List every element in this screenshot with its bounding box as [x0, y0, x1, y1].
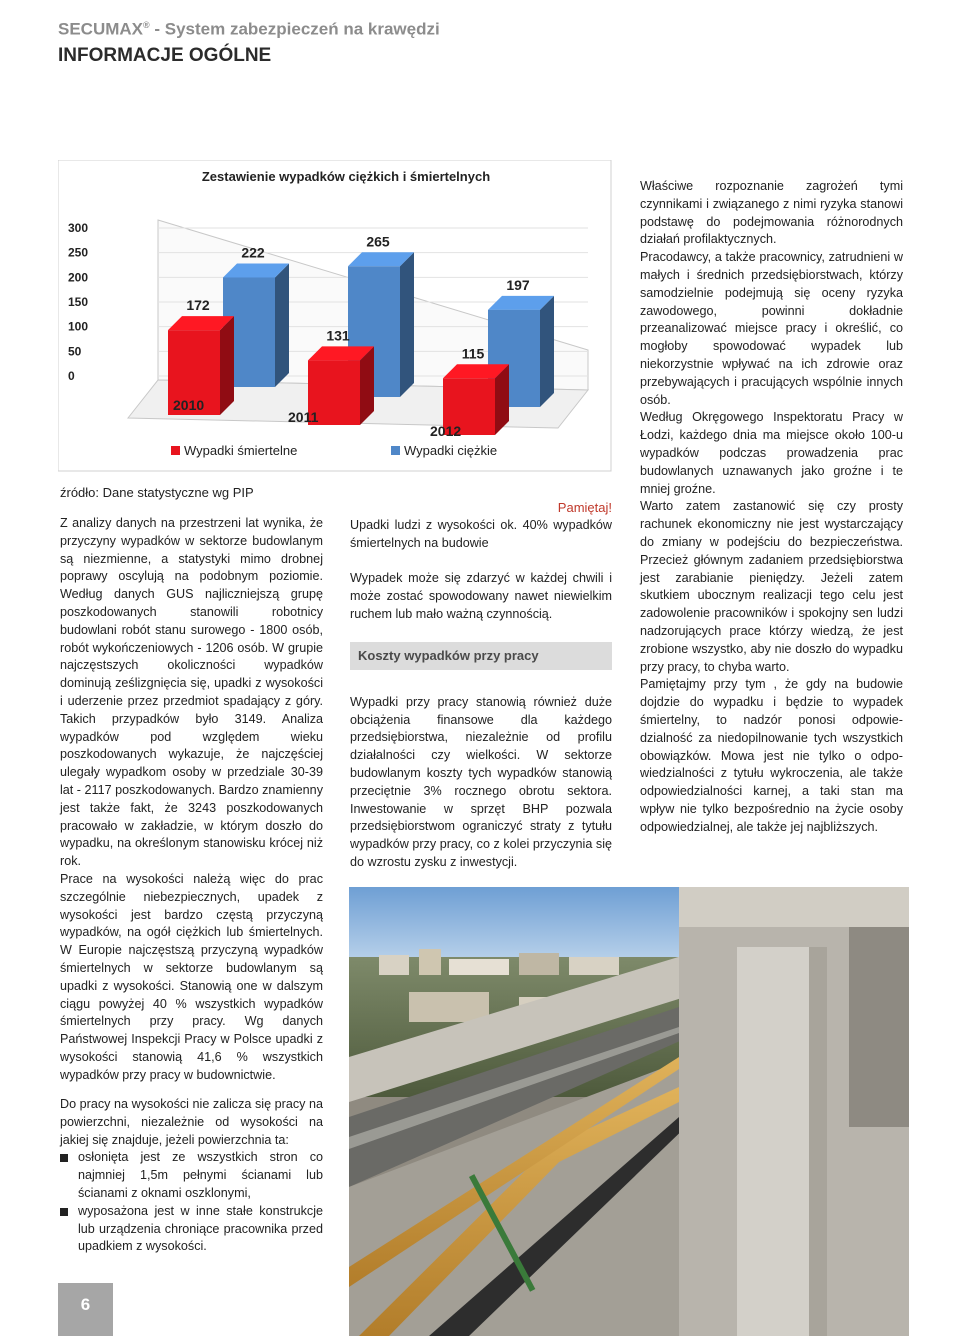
y-tick-label: 100	[68, 319, 89, 334]
page-header	[58, 14, 918, 69]
data-label: 197	[506, 276, 530, 293]
bar-side	[540, 296, 554, 407]
photo-illustration	[349, 887, 909, 1336]
right-paragraph-4: Warto zatem zastanowić się czy prosty rachunek ekonomiczny nie jest wystarczający do zmiany w podejściu do bezpieczeństwa. Przecież głównym zadaniem przedsiębiorstwa jest zarabianie pieniędzy. Jeżeli zatem skutkiem ubocznym realizacji tego celu jest zadowolenie pracowników i spokojny sen ludzi nadzorujących prace którzy wiedzą, że jest zrobione wszystko, aby nie doszło do wypadku przy pracy, to chyba warto.	[640, 499, 903, 674]
legend-swatch	[171, 446, 180, 455]
costs-text: Wypadki przy pracy stanowią również duże obciążenia finansowe dla każdego przedsiębiorstwa, niezależnie od profilu działalności czy wielkości. W sektorze budowlanym koszty tych wypadków stanowią przeciętnie 3% rocznego obrotu sektora. Inwestowanie w sprzęt BHP pozwala przedsiębiorstwom ograniczyć straty z tytułu wypadków przy pracy, co z kolei przyczynia się do wzrostu zysku z inwestycji.	[350, 694, 612, 869]
chart-title: Zestawienie wypadków ciężkich i śmiertelnych	[201, 169, 491, 184]
x-tick-label: 2011	[288, 409, 319, 425]
y-tick-label: 250	[68, 245, 89, 260]
square-bullet-icon	[60, 1208, 68, 1216]
middle-column	[350, 499, 612, 872]
remember-text-2: Wypadek może się zdarzyć w każdej chwili i może zostać spowodowany nawet niewielkim ruchem lub mało ważną czynnością.	[350, 571, 612, 621]
left-column	[60, 515, 323, 1085]
right-paragraph-2: Pracodawcy, a także pracownicy, zatrudnieni w małych i średnich przedsiębiorstwach, którzy samodzielnie podejmują się oceny ryzyka zawodowego, powinni dokładnie przeanalizować miejsce pracy i określić, co mogłoby spowodować wypadek lub niekorzystnie wpływać na ich zdrowie oraz przebywających i pracujących wspólnie innych osób.	[640, 250, 903, 407]
x-tick-label: 2010	[173, 397, 205, 413]
chart-canvas	[58, 160, 612, 472]
series-subtitle: - System zabezpieczeń na krawędzi	[149, 19, 440, 39]
y-tick-label: 0	[68, 369, 75, 383]
legend-swatch	[391, 446, 400, 455]
bar-side	[400, 252, 414, 397]
list-item-text: osłonięta jest ze wszystkich stron co najmniej 1,5m pełnymi ścianami lub ścianami z oknami oszklonymi,	[78, 1150, 323, 1200]
right-paragraph-1: Właściwe rozpoznanie zagrożeń tymi czynnikami i związanego z nimi ryzyka stanowi podstawę do podejmowania różnorodnych działań profilaktycznych.	[640, 179, 903, 247]
x-tick-label: 2012	[430, 423, 462, 439]
y-tick-label: 300	[68, 221, 89, 235]
data-label: 172	[186, 297, 210, 314]
series-name: SECUMAX	[58, 19, 144, 39]
data-label: 131	[326, 327, 350, 344]
product-series-title	[58, 14, 918, 41]
accidents-chart	[58, 160, 612, 472]
list-item-text: wyposażona jest w inne stałe konstrukcje lub urządzenia chroniące pracownika przed upadkiem z wysokości.	[78, 1203, 323, 1254]
data-label: 222	[241, 244, 265, 261]
page-number: 6	[80, 1295, 91, 1314]
y-tick-label: 50	[68, 344, 82, 359]
data-label: 115	[461, 345, 485, 362]
list-item	[60, 1149, 323, 1202]
section-title: INFORMACJE OGÓLNE	[58, 44, 272, 66]
left-paragraph-2: Prace na wysokości należą więc do prac szczególnie niebezpiecznych, upadek z wysokości jest bardzo częstą przyczyną wypadków, na ogół ciężkich lub śmiertelnych. W Europie najczęstszą przyczyną wypadków śmiertelnych w sektorze budowlanym są upadki z wysokości. Stanowią one w dalszym ciągu powyżej 40 % wszystkich wypadków śmiertelnych przy pracy. Wg danych Państwowej Inspekcji Pracy w Polsce upadki z wysokości stanowią 41,6 % wszystkich wypadków przy pracy w budownictwie.	[60, 871, 323, 1082]
height-work-intro: Do pracy na wysokości nie zalicza się pracy na powierzchni, niezależnie od wysokości na jakiej się znajduje, jeżeli powierzchnia ta:	[60, 1097, 323, 1147]
square-bullet-icon	[60, 1154, 68, 1162]
left-bottom-block	[60, 1096, 323, 1256]
right-column	[640, 178, 903, 836]
list-item	[60, 1203, 323, 1256]
legend-label: Wypadki śmiertelne	[184, 443, 298, 458]
bar-side	[220, 316, 234, 415]
data-label: 265	[366, 233, 390, 250]
y-tick-label: 200	[68, 270, 89, 285]
y-tick-label: 150	[68, 295, 89, 309]
costs-box-title: Koszty wypadków przy pracy	[350, 642, 612, 670]
right-paragraph-5: Pamiętajmy przy tym , że gdy na budowie dojdzie do wypadku i będzie to wypadek śmiertelny, to nadzór ponosi odpowie-dzialność za niedopilnowanie tych wszystkich obowiązków. Mowa jest nie tylko o odpo-wiedzialności z tytułu wykroczenia, ale także odpowiedzialności karnej, a taki stan ma wpływ nie tylko bezpośrednio na życie osoby odpowiedzialnej, ale także jej najbliższych.	[640, 677, 903, 834]
registered-mark: ®	[143, 20, 150, 30]
bar-side	[275, 263, 289, 387]
right-paragraph-3: Według Okręgowego Inspektoratu Pracy w Łodzi, każdego dnia ma miejsce około 100-u wypadków podczas prowadzenia prac budowlanych uznawanych jako groźne i te mniej groźne.	[640, 410, 903, 496]
legend-label: Wypadki ciężkie	[404, 443, 498, 458]
remember-text-1: Upadki ludzi z wysokości ok. 40% wypadków śmiertelnych na budowie	[350, 517, 612, 550]
remember-heading: Pamiętaj!	[557, 500, 612, 515]
left-paragraph-1: Z analizy danych na przestrzeni lat wynika, że przyczyny wypadków w sektorze budowlanym są niezmienne, a statystyki mimo drobnej poprawy oscylują na podobnym poziomie. Według danych GUS najliczniejszą grupę poszkodowanych stanowili robotnicy budowlani robót stanu surowego - 1800 osób, robót wykończeniowych - 1206 osób. W grupie najczęstszych okoliczności wypadków dominują ześlizgnięcia się, upadki z wysokości i uderzenie przez przedmiot spadający z góry. Takich przypadków było 3149. Analiza wypadków pod względem wieku poszkodowanych wykazuje, że najczęściej ulegały wypadkom osoby w przedziale 30-39 lat - 2117 poszkodowanych. Bardzo znamienny jest także fakt, że 3243 poszkodowanych pracowało w zakładzie, w którym doszło do wypadku, na określonym stanowisku krócej niż rok.	[60, 516, 323, 869]
construction-site-photo	[349, 887, 909, 1336]
chart-source: źródło: Dane statystyczne wg PIP	[60, 485, 254, 500]
